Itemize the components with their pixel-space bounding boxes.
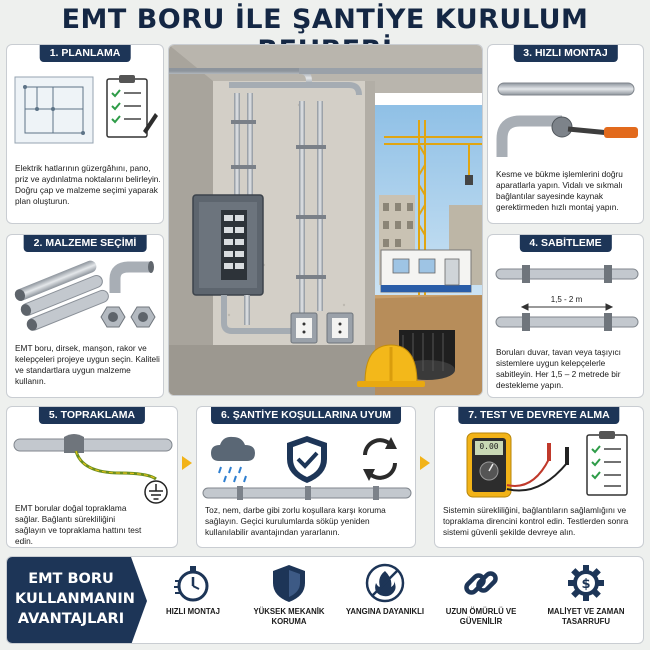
- step-hizli-montaj: [487, 44, 644, 224]
- step-test-ve-devreye-alma: [434, 406, 644, 548]
- advantage-label: YANGINA DAYANIKLI: [345, 607, 425, 616]
- advantage-uzun-omurlu: [433, 563, 529, 627]
- rain-cloud-icon: [207, 433, 267, 485]
- advantage-label: UZUN ÖMÜRLÜ VE GÜVENİLİR: [445, 607, 517, 626]
- step-sabitleme: [487, 234, 644, 398]
- checklist-icon: [583, 429, 633, 499]
- fire-icon: [365, 563, 405, 603]
- step-description: Elektrik hatlarının güzergâhını, pano, priz ve aydınlatma noktalarını belirleyin. Doğru çap ve malzeme seçimi yaparak plan oluşturun.: [15, 163, 161, 206]
- stopwatch-icon: [173, 563, 213, 603]
- step-description: Boruları duvar, tavan veya taşıyıcı sistemlere uygun kelepçelerle sabitleyin. Her 1,5 – 2 metrede bir destekleme yapın.: [496, 347, 621, 390]
- step-title: 1. PLANLAMA: [40, 44, 131, 62]
- site-illustration: [168, 44, 483, 396]
- recycle-icon: [355, 433, 405, 485]
- pipe-icon: [492, 75, 642, 103]
- step-planlama: [6, 44, 164, 224]
- checklist-clipboard-icon: [103, 73, 159, 145]
- advantage-label: HIZLI MONTAJ: [166, 607, 220, 616]
- step-santiye-kosullarina-uyum: [196, 406, 416, 548]
- ground-icon: [143, 479, 169, 505]
- step-description: Sistemin sürekliliğini, bağlantıların sağlamlığını ve topraklama direncini kontrol edin. Testlerden sonra sistemi güvenli şekilde devreye alın.: [443, 505, 629, 537]
- step-description: EMT boru, dirsek, manşon, rakor ve kelepçeleri projeye uygun seçin. Kaliteli ve standartlara uygun malzeme kullanın.: [15, 343, 160, 386]
- step-title: 4. SABİTLEME: [519, 234, 611, 252]
- step-topraklama: [6, 406, 178, 548]
- svg-text:$: $: [581, 577, 591, 592]
- chain-icon: [461, 563, 501, 603]
- step-description: Toz, nem, darbe gibi zorlu koşullara karşı koruma sağlayın. Geçici kurulumlarda söküp yeniden kullanılabilir avantajından yararlanın.: [205, 505, 386, 537]
- shield-icon: [269, 563, 309, 603]
- step-malzeme-secimi: [6, 234, 164, 398]
- nut-icon: [97, 301, 157, 333]
- pipe-row-icon: [201, 485, 413, 501]
- advantage-label: MALİYET VE ZAMAN TASARRUFU: [547, 607, 625, 626]
- multimeter-icon: [463, 429, 583, 501]
- step-description: EMT borular doğal topraklama sağlar. Bağlantı sürekliliğini sağlayın ve topraklama hattını test edin.: [15, 503, 142, 546]
- advantage-label: YÜKSEK MEKANİK KORUMA: [253, 607, 325, 626]
- step-title: 6. ŞANTİYE KOŞULLARINA UYUM: [211, 406, 401, 424]
- dimension-label: 1,5 - 2 m: [550, 295, 583, 304]
- arrow-right-icon: [182, 456, 192, 470]
- advantages-heading: EMT BORU KULLANMANIN AVANTAJLARI: [15, 571, 135, 627]
- advantages-bar: [6, 556, 644, 644]
- arrow-right-icon: [420, 456, 430, 470]
- step-description: Kesme ve bükme işlemlerini doğru aparatlarla yapın. Vidalı ve sıkmalı bağlantılar sayesinde kaynak gerektirmeden hızlı montaj yapın.: [496, 169, 623, 212]
- pipe-bender-icon: [492, 109, 642, 163]
- step-title: 5. TOPRAKLAMA: [39, 406, 145, 424]
- elbow-fitting-icon: [109, 259, 159, 299]
- meter-reading: 0.00: [479, 442, 499, 451]
- advantage-mekanik-koruma: [241, 563, 337, 627]
- shield-check-icon: [283, 433, 333, 485]
- construction-site-illustration: [169, 45, 483, 396]
- advantage-hizli-montaj: [145, 563, 241, 617]
- page-title: EMT BORU İLE ŞANTİYE KURULUM: [61, 4, 589, 35]
- cost-gear-icon: [566, 563, 606, 603]
- advantage-yangina-dayanikli: [337, 563, 433, 617]
- step-title: 3. HIZLI MONTAJ: [513, 44, 617, 62]
- step-title: 2. MALZEME SEÇİMİ: [24, 234, 147, 252]
- advantage-maliyet-tasarrufu: [531, 563, 641, 627]
- step-title: 7. TEST VE DEVREYE ALMA: [458, 406, 619, 424]
